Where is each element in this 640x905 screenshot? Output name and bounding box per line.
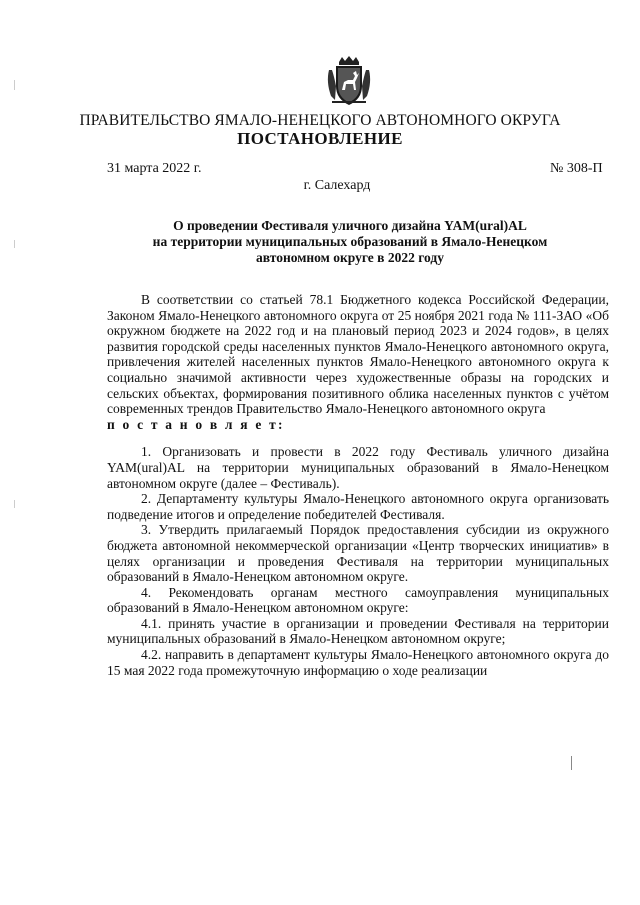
title-line-2: на территории муниципальных образований в Ямало-Ненецком: [152, 234, 548, 249]
paragraph-3: 3. Утвердить прилагаемый Порядок предоставления субсидии из окружного бюджета автономной некоммерческой организации «Центр творческих инициатив» в целях организации и проведения Фестиваля на территории муниципальных образований в Ямало-Ненецком автономном округе.: [107, 522, 609, 585]
document-number: № 308-П: [550, 161, 603, 176]
paragraph-1: 1. Организовать и провести в 2022 году Фестиваль уличного дизайна YAM(ural)AL на территории муниципальных образований в Ямало-Ненецком автономном округе (далее – Фестиваль).: [107, 444, 609, 491]
paragraph-4: 4. Рекомендовать органам местного самоуправления муниципальных образований в Ямало-Ненецком автономном округе:: [107, 584, 609, 616]
paragraph-4-1: 4.1. принять участие в организации и проведении Фестиваля на территории муниципальных образований в Ямало-Ненецком автономном округе;: [107, 615, 609, 647]
resolves-word: п о с т а н о в л я е т:: [107, 416, 285, 432]
preamble-text: В соответствии со статьей 78.1 Бюджетного кодекса Российской Федерации, Законом Ямало-Ненецкого автономного округа от 25 ноября 2021 года № 111-ЗАО «Об окружном бюджете на 2022 год и на плановый период 2023 и 2024 годов», в целях развития городской среды населенных пунктов Ямало-Ненецкого автономного округа, привлечения жителей населенных пунктов Ямало-Ненецкого автономного округа к социально значимой активности через художественные образы на городских и сельских объектах, формирования позитивного облика населенных пунктов с учётом современных трендов Правительство Ямало-Ненецкого автономного округа: [107, 292, 609, 417]
paragraph-2: 2. Департаменту культуры Ямало-Ненецкого автономного округа организовать подведение итогов и определение победителей Фестиваля.: [107, 491, 609, 522]
document-date: 31 марта 2022 г.: [107, 161, 202, 176]
scan-edge-mark: [14, 240, 15, 248]
title-line-3: автономном округе в 2022 году: [256, 250, 444, 265]
title-line-1: О проведении Фестиваля уличного дизайна YAM(ural)AL: [173, 218, 527, 233]
document-city: г. Салехард: [303, 178, 371, 193]
resolves-line: [107, 417, 609, 433]
preamble-paragraph: [107, 292, 609, 417]
scan-edge-mark: [14, 500, 15, 508]
government-name: ПРАВИТЕЛЬСТВО ЯМАЛО-НЕНЕЦКОГО АВТОНОМНОГО ОКРУГА: [79, 112, 561, 129]
scan-edge-mark: [14, 80, 15, 90]
scan-mark: [571, 756, 572, 770]
coat-of-arms-icon: [326, 56, 372, 106]
document-type: ПОСТАНОВЛЕНИЕ: [237, 129, 403, 148]
document-body: [107, 292, 609, 678]
document-title: [100, 218, 600, 266]
paragraph-4-2: 4.2. направить в департамент культуры Ямало-Ненецкого автономного округа до 15 мая 2022 года промежуточную информацию о ходе реализации: [107, 647, 609, 678]
